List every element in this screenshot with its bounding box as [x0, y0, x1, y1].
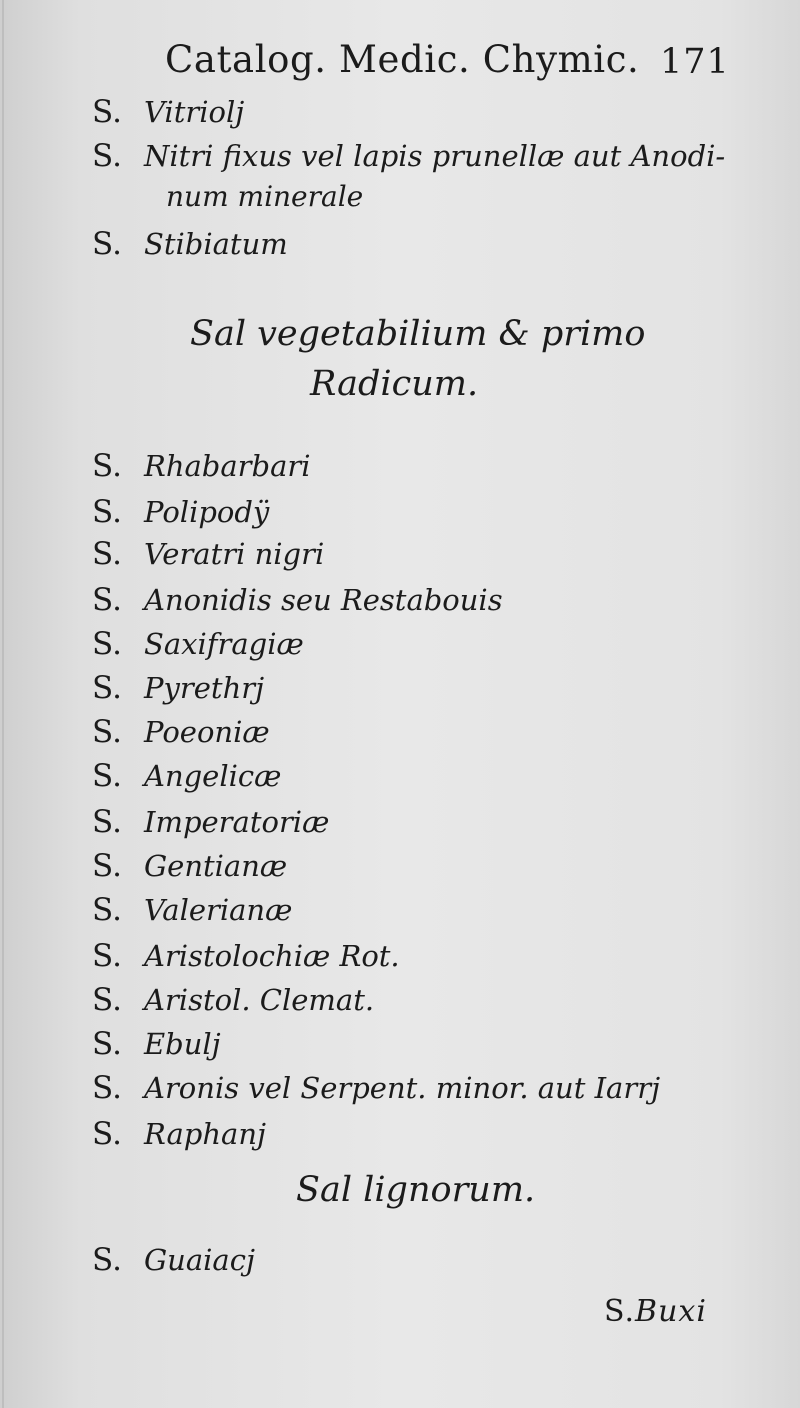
entry-name: Aronis vel Serpent. minor. aut Iarrj [144, 1071, 661, 1105]
entry-prefix: S. [92, 892, 122, 928]
section-heading-vegetabilium: Sal vegetabilium & primo [190, 314, 646, 354]
entry-prefix: S. [92, 536, 122, 572]
page-number: 171 [660, 42, 730, 82]
entry-prefix: S. [92, 1242, 122, 1278]
entry-name: Angelicæ [144, 759, 282, 793]
catalog-entry [92, 802, 329, 842]
entry-name: Polipodÿ [144, 495, 270, 529]
entry-prefix: S. [92, 1116, 122, 1152]
entry-name: Gentianæ [144, 849, 288, 883]
entry-name: Guaiacj [144, 1243, 255, 1277]
entry-prefix: S. [92, 494, 122, 530]
entry-name: Raphanj [144, 1117, 266, 1151]
catalog-entry [92, 1068, 660, 1108]
entry-prefix: S. [92, 626, 122, 662]
entry-prefix: S. [92, 448, 122, 484]
catalog-entry [92, 980, 374, 1020]
entry-continuation: num minerale [166, 180, 364, 213]
entry-name: Poeoniæ [144, 715, 270, 749]
entry-name: Aristolochiæ Rot. [144, 939, 400, 973]
entry-prefix: S. [92, 804, 122, 840]
catalog-entry [92, 712, 270, 752]
catchword-text: Buxi [635, 1294, 707, 1329]
entry-name: Veratri nigri [144, 537, 325, 571]
entry-prefix: S. [92, 94, 122, 130]
entry-name: Saxifragiæ [144, 627, 304, 661]
running-title: Catalog. Medic. Chymic. [165, 38, 640, 81]
entry-name: Aristol. Clemat. [144, 983, 375, 1017]
entry-name: Stibiatum [144, 227, 288, 261]
catalog-entry [92, 756, 281, 796]
entry-prefix: S. [92, 982, 122, 1018]
entry-name: Pyrethrj [144, 671, 265, 705]
entry-name: Imperatoriæ [144, 805, 330, 839]
entry-name: Ebulj [144, 1027, 221, 1061]
entry-prefix: S. [92, 582, 122, 618]
catalog-entry [92, 1024, 221, 1064]
entry-name: Vitriolj [144, 95, 245, 129]
catchword [604, 1294, 707, 1329]
catalog-entry [92, 846, 287, 886]
catalog-entry [92, 446, 311, 486]
catalog-entry-nitri [92, 136, 725, 176]
entry-prefix: S. [92, 758, 122, 794]
section-heading-radicum: Radicum. [310, 364, 479, 404]
catalog-entry-stibiatum [92, 224, 288, 264]
entry-prefix: S. [92, 1070, 122, 1106]
section-heading-lignorum: Sal lignorum. [296, 1170, 536, 1210]
entry-prefix: S. [92, 714, 122, 750]
catalog-entry [92, 668, 264, 708]
catalog-entry [92, 890, 292, 930]
catalog-entry-vitrioli [92, 92, 244, 132]
page-edge-shadow [2, 0, 4, 1408]
entry-prefix: S. [92, 938, 122, 974]
catalog-entry [92, 580, 503, 620]
entry-prefix: S. [92, 848, 122, 884]
catalog-entry [92, 492, 269, 532]
entry-prefix: S. [92, 138, 122, 174]
entry-prefix: S. [92, 226, 122, 262]
entry-name: Nitri fixus vel lapis prunellæ aut Anodi- [144, 139, 726, 173]
catalog-entry [92, 936, 400, 976]
entry-prefix: S. [92, 1026, 122, 1062]
entry-name: Rhabarbari [144, 449, 311, 483]
entry-prefix: S. [92, 670, 122, 706]
catchword-prefix: S. [604, 1294, 636, 1329]
catalog-entry [92, 1114, 266, 1154]
catalog-entry [92, 534, 324, 574]
catalog-entry [92, 1240, 255, 1280]
catalog-entry [92, 624, 304, 664]
entry-name: Anonidis seu Restabouis [144, 583, 503, 617]
entry-name: Valerianæ [144, 893, 293, 927]
